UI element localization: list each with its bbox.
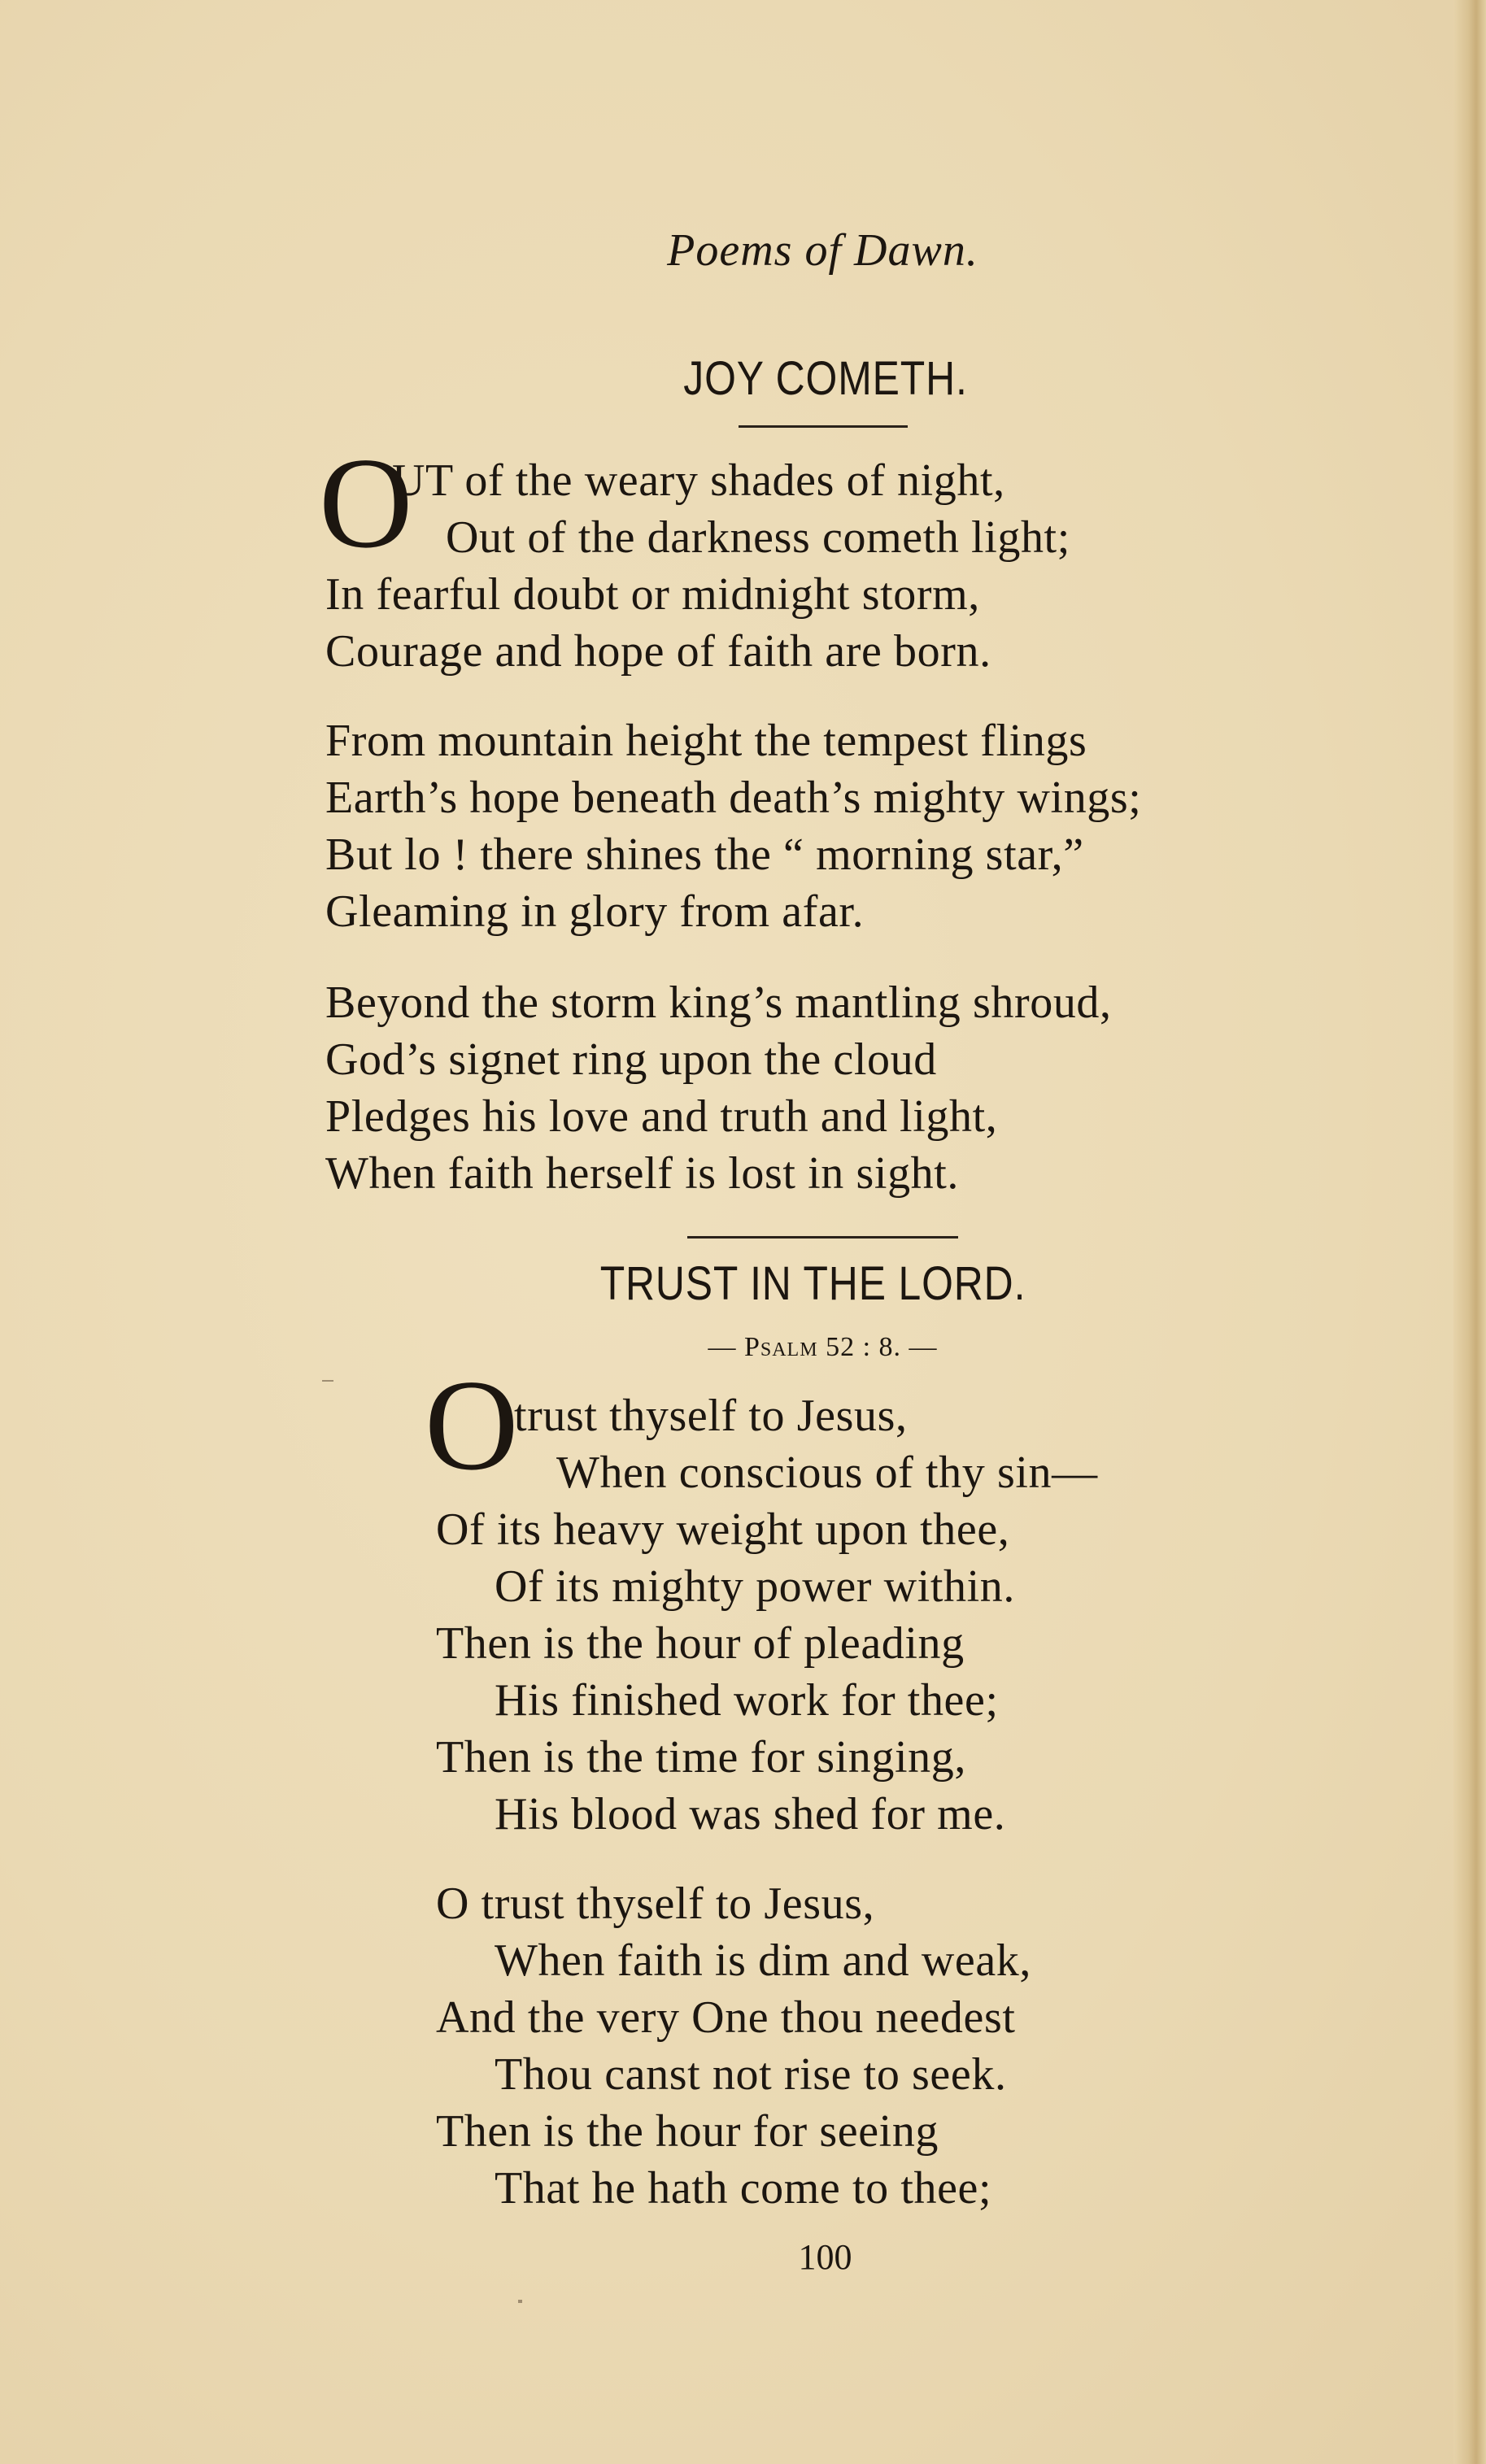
verse-line: Then is the time for singing, xyxy=(436,1732,966,1783)
verse-line: Gleaming in glory from afar. xyxy=(325,886,865,937)
verse-line: God’s signet ring upon the cloud xyxy=(325,1034,937,1085)
reference-dash-open: — xyxy=(708,1332,737,1362)
verse-line: Then is the hour of pleading xyxy=(436,1618,965,1669)
verse-line: Out of the darkness cometh light; xyxy=(446,512,1070,563)
poem-1-stanza-3 xyxy=(325,974,1112,1202)
verse-line: Of its heavy weight upon thee, xyxy=(436,1504,1010,1555)
scripture-reference xyxy=(0,1332,1486,1363)
page-edge xyxy=(1453,0,1486,2464)
page-number xyxy=(0,2236,1486,2278)
verse-line: When faith herself is lost in sight. xyxy=(325,1148,960,1199)
title-rule xyxy=(739,425,908,428)
poem-1-stanza-1 xyxy=(325,452,1070,680)
poem-1-stanza-2 xyxy=(325,712,1141,940)
verse-line: And the very One thou needest xyxy=(436,1992,1016,2043)
poem-2-stanza-1 xyxy=(436,1387,1098,1843)
verse-line: Beyond the storm king’s mantling shroud, xyxy=(325,977,1112,1028)
verse-line: In fearful doubt or midnight storm, xyxy=(325,569,980,620)
verse-line: Pledges his love and truth and light, xyxy=(325,1091,998,1142)
verse-line: Thou canst not rise to seek. xyxy=(495,2049,1007,2100)
poem-2-title-text: TRUST IN THE LORD. xyxy=(599,1257,1026,1310)
poem-2-stanza-2 xyxy=(436,1875,1031,2217)
verse-line: His finished work for thee; xyxy=(495,1675,999,1726)
verse-line: UT of the weary shades of night, xyxy=(392,455,1005,506)
reference-book: Psalm xyxy=(743,1332,818,1362)
verse-line: Earth’s hope beneath death’s mighty wings; xyxy=(325,773,1142,823)
verse-line: Of its mighty power within. xyxy=(495,1561,1015,1612)
verse-line: His blood was shed for me. xyxy=(495,1789,1006,1839)
paper-speck xyxy=(518,2300,522,2303)
verse-line: Courage and hope of faith are born. xyxy=(325,626,991,677)
running-head xyxy=(0,224,1486,276)
verse-line: But lo ! there shines the “ morning star,” xyxy=(325,829,1084,880)
poem-1-title-text: JOY COMETH. xyxy=(683,352,968,405)
running-head-text: Poems of Dawn. xyxy=(667,225,978,276)
verse-line: From mountain height the tempest flings xyxy=(325,716,1087,766)
page-number-text: 100 xyxy=(798,2237,852,2277)
verse-line: When faith is dim and weak, xyxy=(495,1935,1032,1986)
drop-cap: O xyxy=(425,1352,519,1497)
verse-line: Then is the hour for seeing xyxy=(436,2106,939,2157)
reference-dash-close: — xyxy=(909,1332,938,1362)
reference-verse: 52 : 8. xyxy=(826,1332,902,1362)
paper-speck xyxy=(322,1380,333,1382)
section-divider xyxy=(687,1236,958,1239)
verse-line: That he hath come to thee; xyxy=(495,2163,992,2214)
poem-2-title xyxy=(104,1256,1382,1311)
drop-cap: O xyxy=(319,430,413,575)
verse-line: O trust thyself to Jesus, xyxy=(436,1878,875,1929)
verse-line: trust thyself to Jesus, xyxy=(514,1391,908,1441)
poem-1-title xyxy=(104,351,1382,406)
verse-line: When conscious of thy sin— xyxy=(556,1447,1098,1498)
